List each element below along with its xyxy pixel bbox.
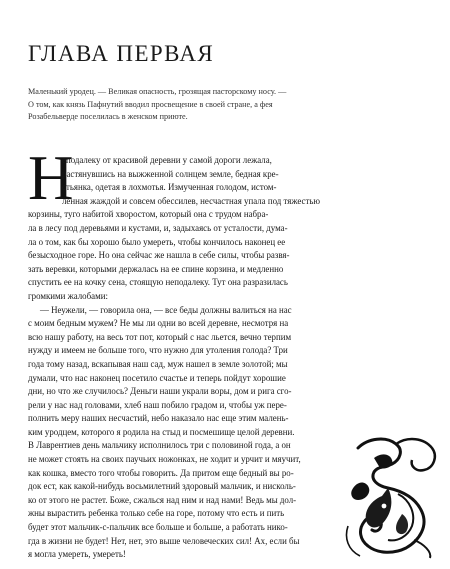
- body-line: корзины, туго набитой хворостом, который она с трудом набра-: [28, 209, 269, 220]
- body-line: ленная жаждой и совсем обессилев, несчастная упала под тяжестью: [62, 195, 321, 206]
- body-line: ко от этого не растет. Боже, сжалься над ним и над нами! Ведь мы дол-: [28, 494, 297, 505]
- body-line: ла в лесу под деревьями и кустами, и, задыхаясь от усталости, дума-: [28, 222, 288, 233]
- summary-line: Розабельверде поселилась в женском приюте.: [28, 112, 188, 122]
- body-line: громкими жалобами:: [28, 290, 108, 301]
- summary-line: Маленький уродец. — Великая опасность, грозящая пасторскому носу. —: [28, 87, 287, 96]
- body-line: В Лаврентиев день мальчику исполнилось три с половиной года, а он: [28, 440, 291, 451]
- body-line: еподалеку от красивой деревни у самой дороги лежала,: [62, 155, 272, 165]
- body-line: стьянка, одетая в лохмотья. Измученная голодом, истом-: [62, 182, 277, 193]
- body-line: полнить меру наших несчастий, небо наказало нас еще этим малень-: [28, 413, 289, 424]
- body-line: всю нашу работу, на весь тот пот, который с нас льется, вечно терпим: [28, 331, 292, 342]
- body-line: будет этот мальчик-с-пальчик все больше и больше, а работать нико-: [28, 522, 288, 533]
- body-line: спустить ее на кочку сена, стоящую неподалеку. Тут она разразилась: [28, 277, 288, 288]
- body-line: безысходное горе. Но она сейчас же нашла в себе силы, чтобы развя-: [28, 250, 290, 261]
- body-line: нужду и имеем не больше того, что нужно для утоления голода? Три: [28, 345, 288, 356]
- body-line: я могла умереть, умереть!: [28, 549, 126, 560]
- body-line: растянувшись на выжженной солнцем земле, бедная кре-: [62, 168, 279, 179]
- body-line: не может стоять на своих паучьих ножонках, не ходит и урчит и мяучит,: [28, 454, 301, 465]
- body-line: года тому назад, вскапывая наш сад, муж нашел в земле золотой; мы: [28, 358, 288, 369]
- body-line: как кошка, вместо того чтобы говорить. Да притом еще бедный вы ро-: [28, 467, 294, 478]
- body-line: думали, что нас наконец посетило счастье и теперь пойдут хорошие: [28, 372, 286, 383]
- body-line: ла о том, как бы хорошо было умереть, чтобы кончилось наконец ее: [28, 236, 286, 247]
- body-line: жны вырастить ребенка только себе на горе, потому что есть и пить: [28, 508, 285, 519]
- ink-illustration-icon: [338, 430, 443, 560]
- body-line: с моим бедным мужем? Не мы ли одни во всей деревне, несмотря на: [28, 318, 289, 329]
- body-line: док ест, как какой-нибудь восьмилетний здоровый мальчик, и нисколь-: [28, 481, 296, 492]
- body-line: дни, но что же случилось? Деньги наши украли воры, дом и рига сго-: [28, 386, 292, 397]
- body-line: зать веревки, которыми держалась на ее спине корзина, и медленно: [28, 263, 284, 274]
- body-line: рели у нас над головами, хлеб наш побило градом и, чтобы уж пере-: [28, 399, 287, 410]
- chapter-summary: [28, 86, 348, 124]
- chapter-title: ГЛАВА ПЕРВАЯ: [28, 41, 215, 66]
- summary-line: О том, как князь Пафнутий вводил просвещение в своей стране, а фея: [28, 99, 273, 109]
- body-line: — Неужели, — говорила она, — все беды должны валиться на нас: [40, 304, 292, 315]
- body-line: гда в жизни не будет! Нет, нет, это выше человеческих сил! Ах, если бы: [28, 535, 300, 546]
- drop-cap: Н: [28, 143, 74, 213]
- body-line: ким уродцем, которого я родила на стыд и посмешище целой деревни.: [28, 426, 295, 437]
